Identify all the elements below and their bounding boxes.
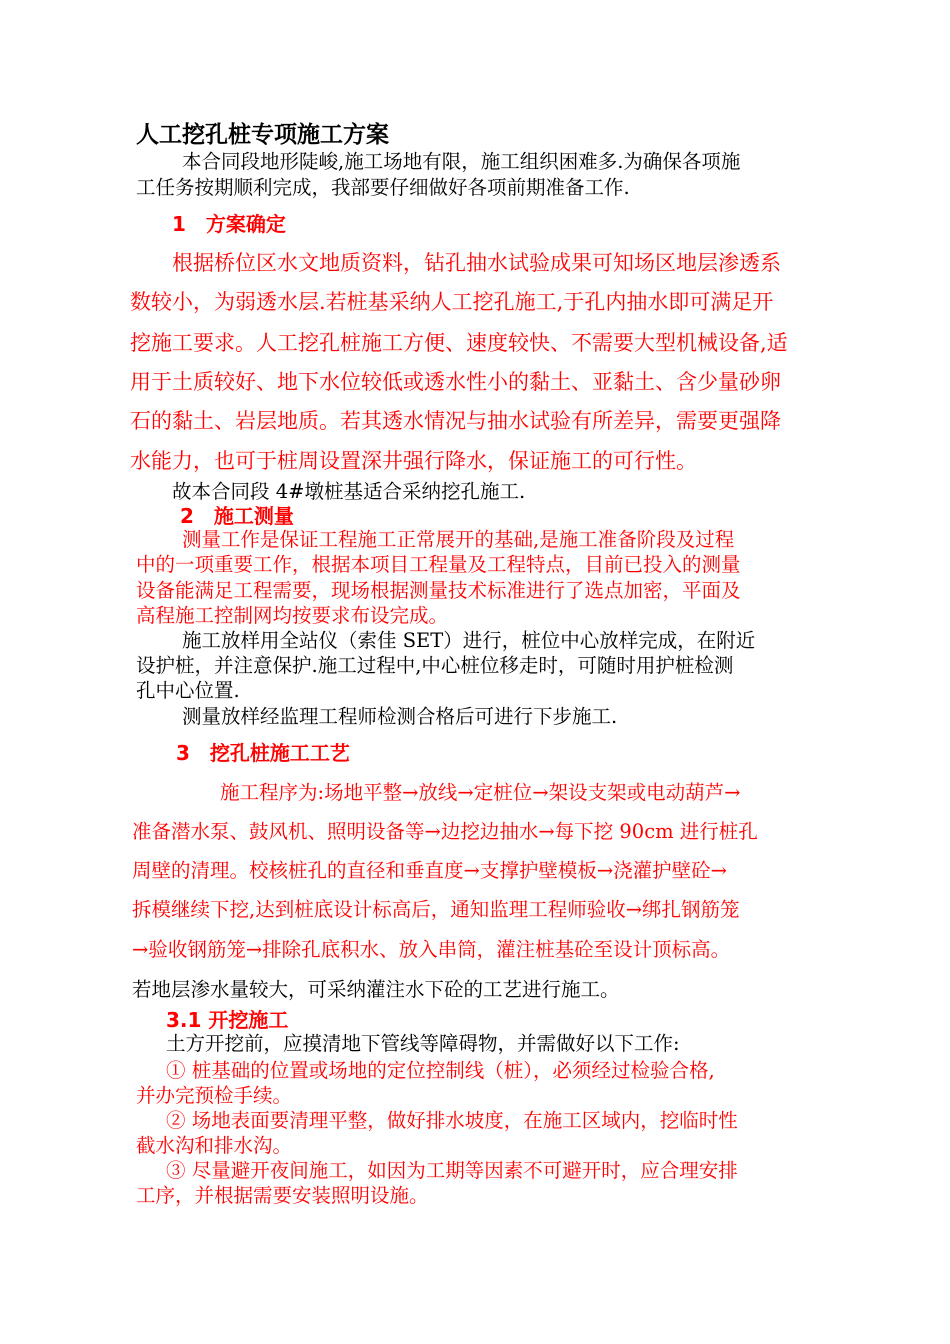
section-3-1-line-5: 截水沟和排水沟。 (136, 1134, 293, 1157)
section-1-line-5: 石的黏土、岩层地质。若其透水情况与抽水试验有所差异，需要更强降 (130, 409, 781, 433)
section-1-line-2: 数较小，为弱透水层.若桩基采纳人工挖孔施工,于孔内抽水即可满足开 (130, 290, 774, 314)
section-3-1-line-1: 土方开挖前，应摸清地下管线等障碍物，并需做好以下工作: (166, 1032, 680, 1055)
section-3-1-line-3: 并办完预检手续。 (136, 1084, 293, 1107)
section-3-1-line-7: 工序，并根据需要安装照明设施。 (136, 1184, 429, 1207)
section-1-line-3: 挖施工要求。人工挖孔桩施工方便、速度较快、不需要大型机械设备,适 (130, 331, 788, 355)
section-2-line-2: 中的一项重要工作，根据本项目工程量及工程特点，目前已投入的测量 (136, 553, 741, 576)
section-heading-3: 3 挖孔桩施工工艺 (176, 741, 350, 765)
section-1-line-6: 水能力，也可于桩周设置深井强行降水，保证施工的可行性。 (130, 449, 697, 473)
section-3-line-6: 若地层渗水量较大，可采纳灌注水下砼的工艺进行施工。 (132, 978, 620, 1001)
section-1-line-1: 根据桥位区水文地质资料，钻孔抽水试验成果可知场区地层渗透系 (172, 251, 781, 275)
section-2-line-8: 测量放样经监理工程师检测合格后可进行下步施工. (182, 705, 618, 728)
section-2-line-4: 高程施工控制网均按要求布设完成。 (136, 604, 449, 627)
section-2-line-5: 施工放样用全站仪（索佳 SET）进行，桩位中心放样完成，在附近 (182, 629, 756, 652)
section-heading-2: 2 施工测量 (180, 504, 294, 528)
section-2-line-1: 测量工作是保证工程施工正常展开的基础,是施工准备阶段及过程 (182, 528, 735, 551)
section-3-line-3: 周壁的清理。校核桩孔的直径和垂直度→支撑护壁模板→浇灌护壁砼→ (132, 859, 728, 882)
section-2-line-3: 设备能满足工程需要，现场根据测量技术标准进行了选点加密，平面及 (136, 579, 741, 602)
document-title: 人工挖孔桩专项施工方案 (136, 122, 389, 148)
section-3-line-5: →验收钢筋笼→排除孔底积水、放入串筒，灌注桩基砼至设计顶标高。 (132, 938, 731, 961)
section-2-line-7: 孔中心位置. (136, 679, 240, 702)
section-3-1-line-4: ② 场地表面要清理平整，做好排水坡度，在施工区域内，挖临时性 (166, 1109, 738, 1132)
section-heading-3-1: 3.1 开挖施工 (166, 1008, 289, 1032)
section-3-line-2: 准备潜水泵、鼓风机、照明设备等→边挖边抽水→每下挖 90cm 进行桩孔 (132, 820, 758, 843)
section-3-1-line-6: ③ 尽量避开夜间施工，如因为工期等因素不可避开时，应合理安排 (166, 1159, 738, 1182)
intro-line-2: 工任务按期顺利完成，我部要仔细做好各项前期准备工作. (136, 176, 630, 199)
section-heading-1: 1 方案确定 (172, 212, 286, 236)
intro-line-1: 本合同段地形陡峻,施工场地有限，施工组织困难多.为确保各项施 (182, 150, 741, 173)
section-3-line-1: 施工程序为:场地平整→放线→定桩位→架设支架或电动葫芦→ (220, 781, 741, 804)
section-1-conclusion: 故本合同段 4#墩桩基适合采纳挖孔施工. (172, 480, 526, 503)
section-3-line-4: 拆模继续下挖,达到桩底设计标高后，通知监理工程师验收→绑扎钢筋笼 (132, 898, 740, 921)
section-2-line-6: 设护桩，并注意保护.施工过程中,中心桩位移走时，可随时用护桩检测 (136, 654, 734, 677)
section-1-line-4: 用于土质较好、地下水位较低或透水性小的黏土、亚黏土、含少量砂卵 (130, 370, 781, 394)
section-3-1-line-2: ① 桩基础的位置或场地的定位控制线（桩），必须经过检验合格, (166, 1059, 715, 1082)
